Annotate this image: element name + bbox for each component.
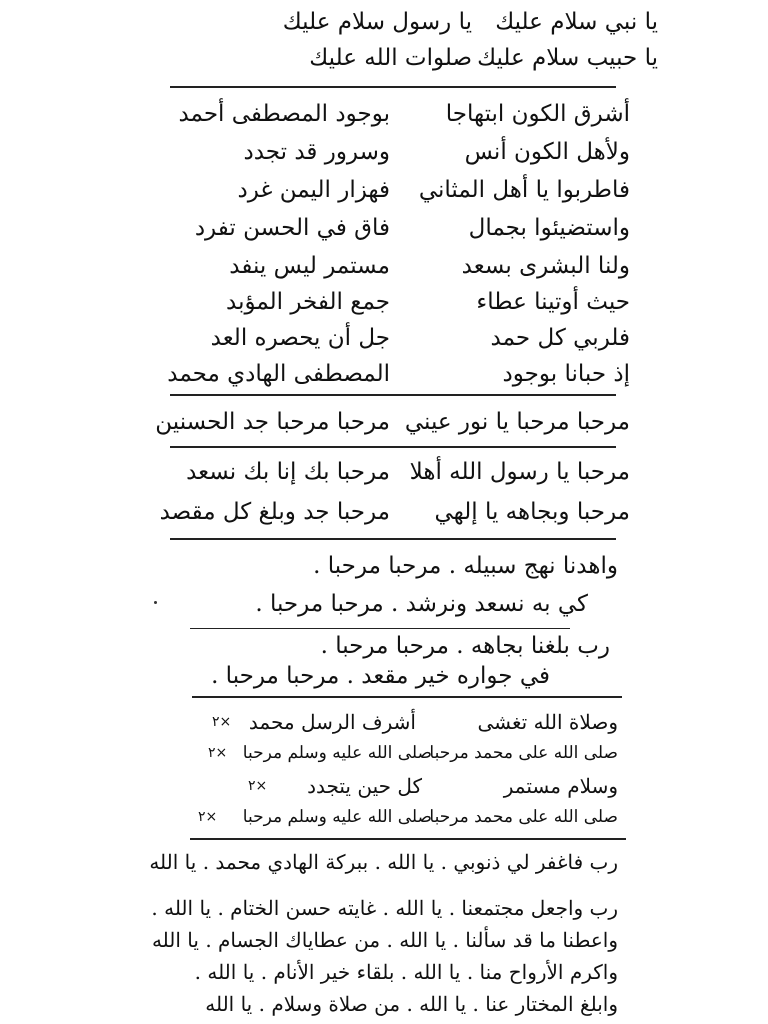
salawat-row2-left: صلى الله عليه وسلم مرحبا [242,743,432,763]
divider-chorus [170,446,616,448]
margin-dot [154,601,157,604]
salawat-row1-right: وصلاة الله تغشى [477,710,618,734]
stanza1-right-line-8: إذ حبانا بوجود [502,361,630,387]
salawat-row3-right: وسلام مستمر [503,774,618,798]
header-right-line-2: يا حبيب سلام عليك [477,45,658,71]
dua-intro: رب فاغفر لي ذنوبي . يا الله . ببركة الهادي محمد . يا الله [149,850,618,874]
divider-stanza1 [170,394,616,396]
repeat-mark-2: ٢× [208,745,228,761]
salawat-row1-left: أشرف الرسل محمد [248,710,416,734]
header-left-line-1: يا رسول سلام عليك [282,9,472,35]
dua-line-1: رب واجعل مجتمعنا . يا الله . غايته حسن الختام . يا الله . [151,896,618,920]
header-right-line-1: يا نبي سلام عليك [495,9,658,35]
stanza1-right-line-6: حيث أوتينا عطاء [476,289,630,315]
stanza1-left-line-5: مستمر ليس ينفد [229,253,390,279]
dua-line-3: واكرم الأرواح منا . يا الله . بلقاء خير الأنام . يا الله . [194,960,618,984]
repeat-mark-3: ٢× [248,778,268,794]
stanza1-right-line-3: فاطربوا يا أهل المثاني [418,177,630,203]
divider-salawat [190,838,626,840]
salawat-row3-left: كل حين يتجدد [307,774,422,798]
divider-stanza2 [170,538,616,540]
salawat-row4-left: صلى الله عليه وسلم مرحبا [242,807,432,827]
header-left-line-2: صلوات الله عليك [309,45,472,71]
stanza1-right-line-4: واستضيئوا بجمال [468,215,630,241]
dua-line-2: واعطنا ما قد سألنا . يا الله . من عطاياك الجسام . يا الله [151,928,618,952]
stanza1-right-line-2: ولأهل الكون أنس [464,139,630,165]
chorus-right: مرحبا مرحبا يا نور عيني [404,409,630,435]
stanza2-left-line-1: مرحبا بك إنا بك نسعد [186,459,390,485]
stanza1-left-line-2: وسرور قد تجدد [243,139,390,165]
stanza2-right-line-2: مرحبا وبجاهه يا إلهي [434,499,630,525]
divider-block3 [190,628,570,629]
repeat-mark-4: ٢× [198,809,218,825]
stanza1-left-line-7: جل أن يحصره العد [210,325,390,351]
stanza1-left-line-3: فهزار اليمن غرد [237,177,390,203]
dua-line-4: وابلغ المختار عنا . يا الله . من صلاة وسلام . يا الله [205,992,618,1016]
repeat-mark-1: ٢× [212,714,232,730]
stanza1-right-line-1: أشرق الكون ابتهاجا [445,101,630,127]
block3-line-2: كي به نسعد ونرشد . مرحبا مرحبا . [255,591,588,617]
stanza1-left-line-6: جمع الفخر المؤبد [226,289,390,315]
stanza1-left-line-4: فاق في الحسن تفرد [194,215,390,241]
block4-line-1: رب بلغنا بجاهه . مرحبا مرحبا . [320,633,610,659]
divider-block4 [192,696,622,698]
divider-header [170,86,616,88]
salawat-row2-right: صلى الله على محمد مرحبا [429,743,618,763]
stanza2-right-line-1: مرحبا يا رسول الله أهلا [409,459,630,485]
stanza1-left-line-8: المصطفى الهادي محمد [167,361,390,387]
stanza2-left-line-2: مرحبا جد وبلغ كل مقصد [159,499,390,525]
salawat-row4-right: صلى الله على محمد مرحبا [429,807,618,827]
block3-line-1: واهدنا نهج سبيله . مرحبا مرحبا . [313,553,618,579]
block4-line-2: في جواره خير مقعد . مرحبا مرحبا . [211,663,550,689]
stanza1-right-line-5: ولنا البشرى بسعد [461,253,630,279]
chorus-left: مرحبا مرحبا جد الحسنين [155,409,390,435]
stanza1-right-line-7: فلربي كل حمد [490,325,630,351]
stanza1-left-line-1: بوجود المصطفى أحمد [178,101,390,127]
